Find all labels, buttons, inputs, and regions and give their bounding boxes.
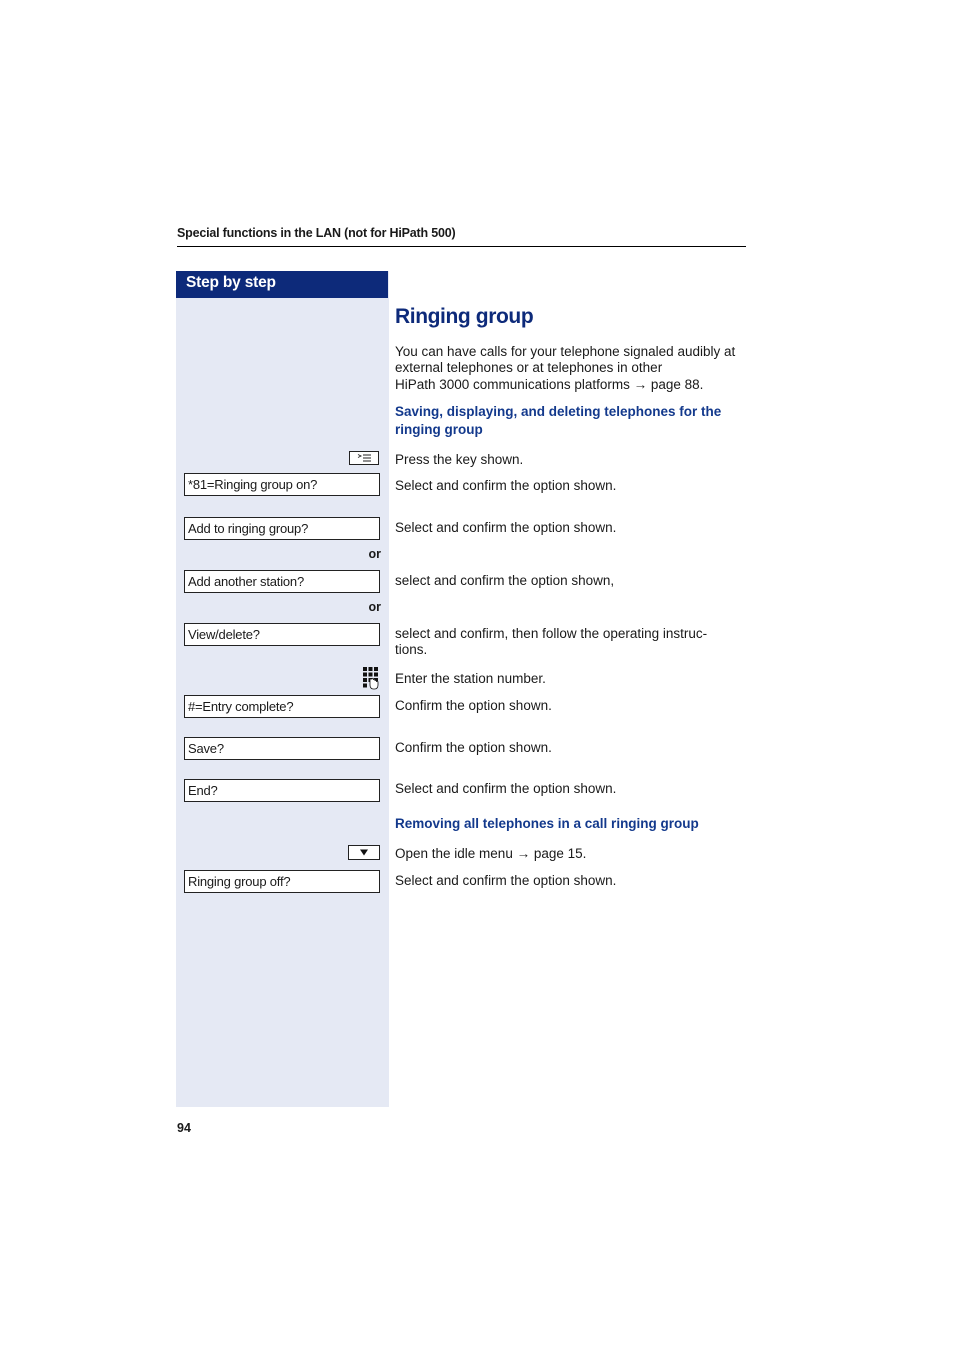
step-select-add-another: select and confirm the option shown, xyxy=(395,573,615,588)
page-title: Ringing group xyxy=(395,305,534,328)
step-by-step-title: Step by step xyxy=(186,274,276,291)
down-arrow-key-icon xyxy=(348,845,380,860)
intro-line-3: HiPath 3000 communications platforms → page 88. xyxy=(395,377,704,392)
step-press-key: Press the key shown. xyxy=(395,452,524,467)
menu-key-icon xyxy=(349,451,379,465)
step-select-4: Select and confirm the option shown. xyxy=(395,873,617,888)
step-view-delete-line-2: tions. xyxy=(395,642,428,657)
step-confirm-1: Confirm the option shown. xyxy=(395,698,552,713)
step-open-idle-menu: Open the idle menu → page 15. xyxy=(395,846,587,861)
option-ringing-group-off[interactable]: Ringing group off? xyxy=(184,870,380,893)
subheading-2: Removing all telephones in a call ringing group xyxy=(395,816,699,831)
option-entry-complete[interactable]: #=Entry complete? xyxy=(184,695,380,718)
subheading-1-line-2: ringing group xyxy=(395,422,483,437)
option-ringing-group-on[interactable]: *81=Ringing group on? xyxy=(184,473,380,496)
step-select-3: Select and confirm the option shown. xyxy=(395,781,617,796)
option-end[interactable]: End? xyxy=(184,779,380,802)
step-view-delete-line-1: select and confirm, then follow the operating instruc- xyxy=(395,626,708,641)
option-save[interactable]: Save? xyxy=(184,737,380,760)
subheading-1-line-1: Saving, displaying, and deleting telephones for the xyxy=(395,404,722,419)
step-select-1: Select and confirm the option shown. xyxy=(395,478,617,493)
or-label-1: or xyxy=(368,547,381,561)
option-add-another-station[interactable]: Add another station? xyxy=(184,570,380,593)
step-confirm-2: Confirm the option shown. xyxy=(395,740,552,755)
step-by-step-header xyxy=(176,271,388,298)
keypad-icon xyxy=(362,666,380,690)
or-label-2: or xyxy=(368,600,381,614)
option-view-delete[interactable]: View/delete? xyxy=(184,623,380,646)
running-header: Special functions in the LAN (not for HiPath 500) xyxy=(177,226,456,240)
page-number: 94 xyxy=(177,1121,191,1135)
intro-line-2: external telephones or at telephones in other xyxy=(395,360,663,375)
step-enter-number: Enter the station number. xyxy=(395,671,546,686)
header-rule xyxy=(177,246,746,247)
step-select-2: Select and confirm the option shown. xyxy=(395,520,617,535)
option-add-to-ringing-group[interactable]: Add to ringing group? xyxy=(184,517,380,540)
step-sidebar xyxy=(176,271,389,1107)
intro-line-1: You can have calls for your telephone signaled audibly at xyxy=(395,344,736,359)
